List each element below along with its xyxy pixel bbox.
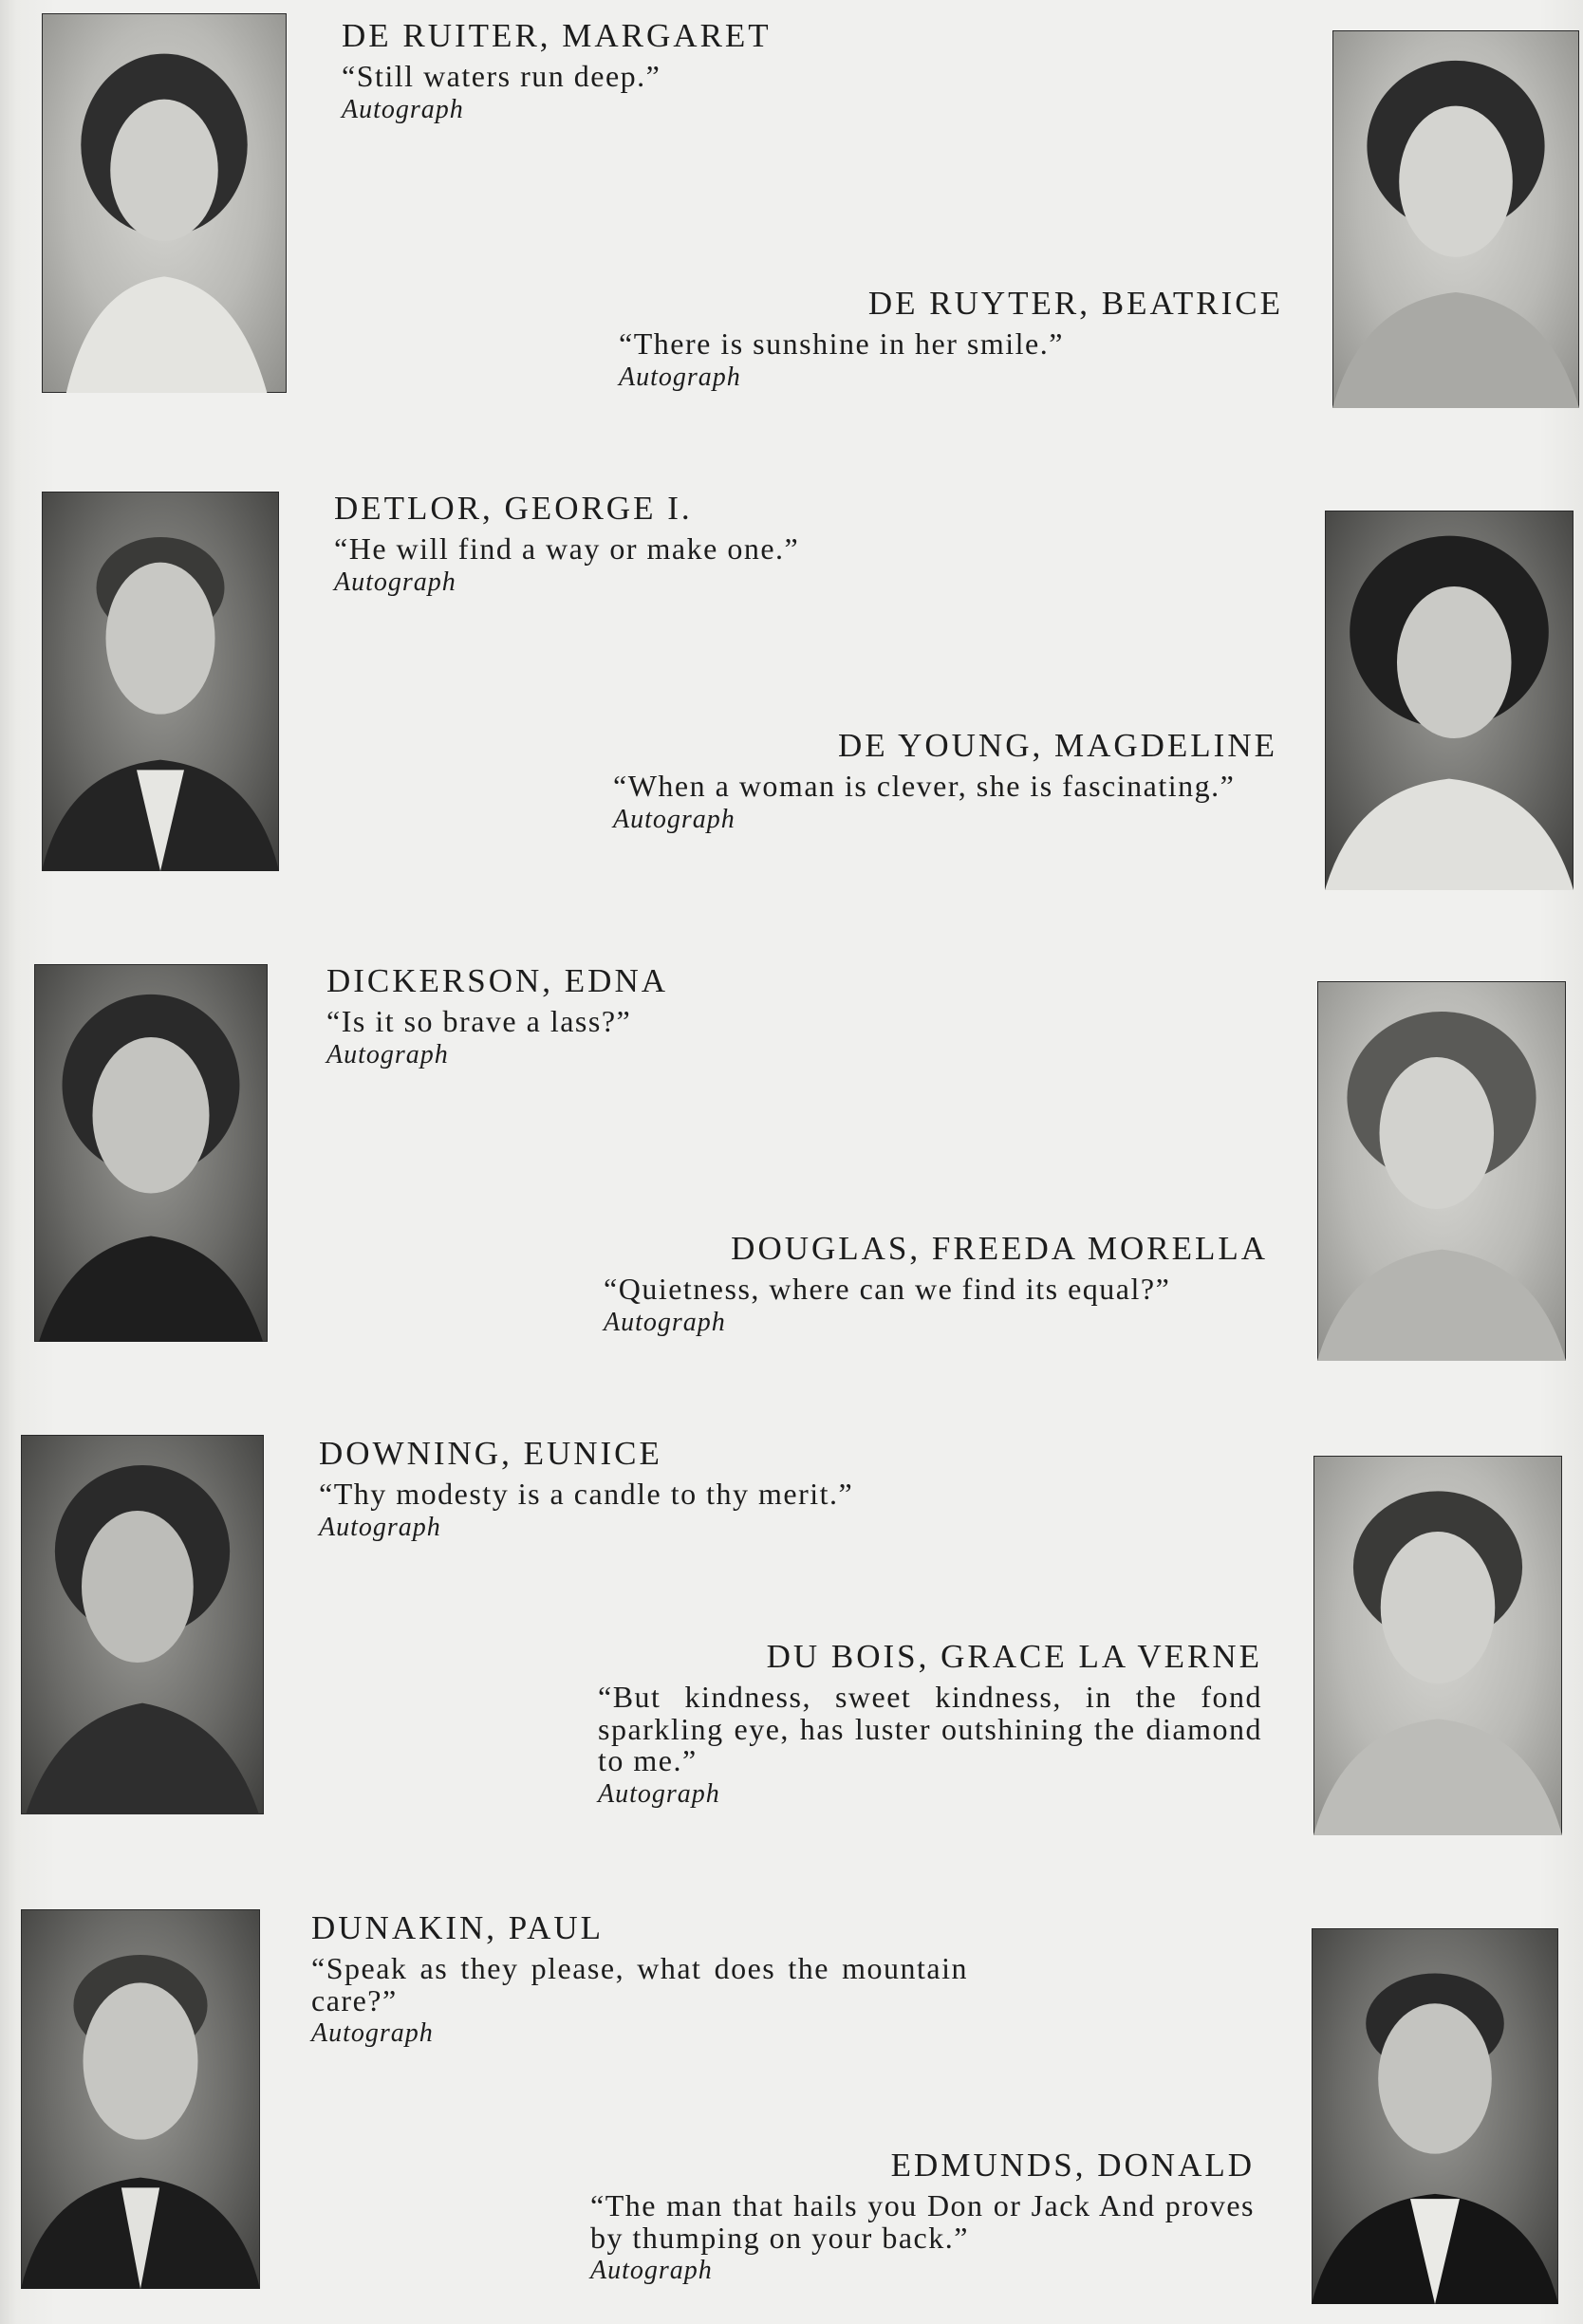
student-quote: “But kindness, sweet kindness, in the fond sparkling eye, has luster outshining the diamond to me.”	[598, 1680, 1262, 1778]
entry-dunakin-paul	[311, 1909, 968, 2049]
student-quote: “He will find a way or make one.”	[334, 531, 800, 567]
autograph-label: Autograph	[319, 1512, 441, 1542]
student-name: DOUGLAS, FREEDA MORELLA	[731, 1230, 1268, 1267]
autograph-label: Autograph	[334, 567, 456, 597]
entry-douglas-freeda-morella	[604, 1230, 1268, 1338]
student-name: DE YOUNG, MAGDELINE	[837, 727, 1277, 764]
portrait-photo-edmunds-donald	[1312, 1928, 1558, 2304]
autograph-label: Autograph	[326, 1039, 449, 1069]
entry-detlor-george	[334, 490, 998, 598]
autograph-label: Autograph	[613, 804, 736, 834]
student-quote: “When a woman is clever, she is fascinating.”	[613, 769, 1236, 804]
student-quote: “Is it so brave a lass?”	[326, 1004, 632, 1039]
autograph-label: Autograph	[619, 362, 741, 392]
portrait-photo-de-young-magdeline	[1325, 511, 1574, 890]
portrait-photo-de-ruiter-margaret	[42, 13, 287, 393]
portrait-photo-dunakin-paul	[21, 1909, 260, 2289]
portrait-photo-dickerson-edna	[34, 964, 268, 1342]
student-name: DE RUYTER, BEATRICE	[867, 285, 1283, 322]
autograph-label: Autograph	[590, 2256, 713, 2286]
entry-downing-eunice	[319, 1435, 1040, 1543]
portrait-photo-du-bois-grace	[1313, 1456, 1562, 1835]
student-name: DUNAKIN, PAUL	[311, 1909, 604, 1946]
autograph-label: Autograph	[598, 1779, 720, 1810]
autograph-label: Autograph	[604, 1307, 726, 1337]
entry-dickerson-edna	[326, 962, 991, 1070]
entry-du-bois-grace	[598, 1638, 1262, 1810]
student-quote: “There is sunshine in her smile.”	[619, 326, 1064, 362]
portrait-photo-douglas-freeda-morella	[1317, 981, 1566, 1361]
portrait-photo-de-ruyter-beatrice	[1332, 30, 1579, 408]
autograph-label: Autograph	[342, 94, 464, 124]
student-name: DU BOIS, GRACE LA VERNE	[766, 1638, 1262, 1675]
student-quote: “Speak as they please, what does the mountain care?”	[311, 1951, 968, 2017]
entry-de-ruyter-beatrice	[619, 285, 1283, 393]
entry-edmunds-donald	[590, 2147, 1255, 2286]
autograph-label: Autograph	[311, 2018, 434, 2049]
student-quote: “Still waters run deep.”	[342, 59, 661, 94]
entry-de-ruiter-margaret	[342, 17, 873, 125]
student-quote: “The man that hails you Don or Jack And proves by thumping on your back.”	[590, 2188, 1255, 2255]
student-quote: “Thy modesty is a candle to thy merit.”	[319, 1477, 854, 1512]
student-name: DOWNING, EUNICE	[319, 1435, 662, 1472]
student-name: EDMUNDS, DONALD	[890, 2147, 1255, 2184]
entry-de-young-magdeline	[613, 727, 1277, 835]
student-quote: “Quietness, where can we find its equal?”	[604, 1272, 1171, 1307]
portrait-photo-downing-eunice	[21, 1435, 264, 1814]
student-name: DE RUITER, MARGARET	[342, 17, 772, 54]
student-name: DICKERSON, EDNA	[326, 962, 668, 999]
student-name: DETLOR, GEORGE I.	[334, 490, 693, 527]
portrait-photo-detlor-george	[42, 492, 279, 871]
